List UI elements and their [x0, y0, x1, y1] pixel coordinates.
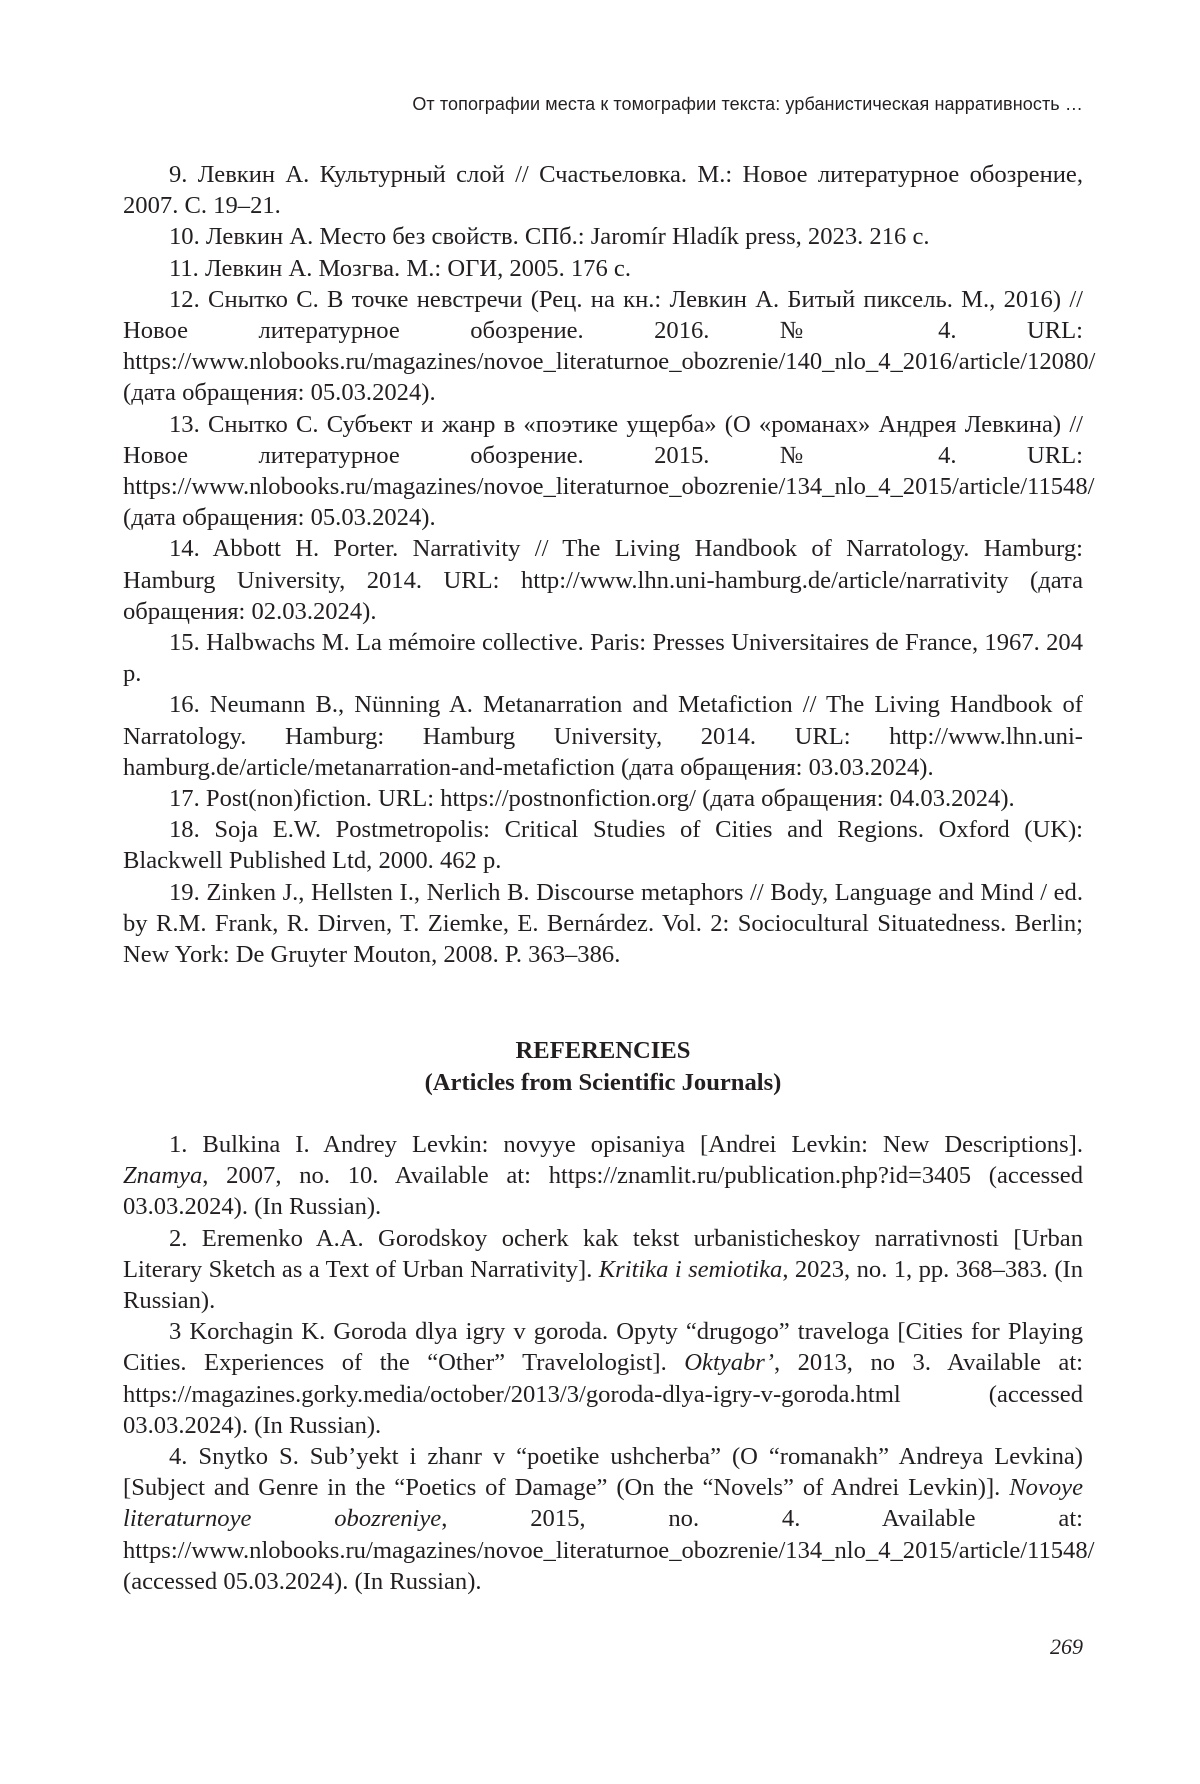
reference-item [123, 1441, 1083, 1597]
reference-text: 3 Korchagin K. Goroda dlya igry v goroda. Opyty “drugogo” traveloga [Cities for Playing Cities. Experiences of the “Other” Travelologist]. [123, 1318, 1083, 1376]
journal-title: Znamya [123, 1162, 202, 1189]
reference-item: 9. Левкин А. Культурный слой // Счастьеловка. М.: Новое литературное обозрение, 2007. С. 19–21. [123, 159, 1083, 221]
reference-item: 10. Левкин А. Место без свойств. СПб.: Jaromír Hladík press, 2023. 216 с. [123, 221, 1083, 252]
reference-text: 1. Bulkina I. Andrey Levkin: novyye opisaniya [Andrei Levkin: New Descriptions]. [169, 1131, 1083, 1158]
reference-text: , 2007, no. 10. Available at: https://znamlit.ru/publication.php?id=3405 (accessed 03.03.2024). (In Russian). [123, 1162, 1083, 1220]
journal-title: Novoye literaturnoye obozreniye [123, 1474, 1083, 1532]
page-number: 269 [1050, 1634, 1083, 1660]
reference-item: 14. Abbott H. Porter. Narrativity // The Living Handbook of Narratology. Hamburg: Hamburg University, 2014. URL: http://www.lhn.uni-hamburg.de/article/narrativity (дата обращения: 02.03.2024). [123, 533, 1083, 627]
reference-text: 2. Eremenko A.A. Gorodskoy ocherk kak tekst urbanisticheskoy narrativnosti [Urban Literary Sketch as a Text of Urban Narrativity]. [123, 1225, 1083, 1283]
reference-item: 19. Zinken J., Hellsten I., Nerlich B. Discourse metaphors // Body, Language and Mind / ed. by R.M. Frank, R. Dirven, T. Ziemke, E. Bernárdez. Vol. 2: Sociocultural Situatedness. Berlin; New York: De Gruyter Mouton, 2008. P. 363–386. [123, 877, 1083, 971]
reference-text: , 2015, no. 4. Available at: https://www.nlobooks.ru/magazines/novoe_literaturnoe_obozrenie/134_nlo_4_2015/article/11548/ (accessed 05.03.2024). (In Russian). [123, 1505, 1094, 1594]
reference-item: 11. Левкин А. Мозгва. М.: ОГИ, 2005. 176 с. [123, 253, 1083, 284]
section-heading [123, 1035, 1083, 1099]
section-subtitle: (Articles from Scientific Journals) [123, 1067, 1083, 1099]
reference-text: , 2013, no 3. Available at: https://magazines.gorky.media/october/2013/3/goroda-dlya-igry-v-goroda.html (accessed 03.03.2024). (In Russian). [123, 1349, 1083, 1438]
reference-item [123, 1129, 1083, 1223]
reference-item: 15. Halbwachs M. La mémoire collective. Paris: Presses Universitaires de France, 1967. 204 p. [123, 627, 1083, 689]
reference-item: 16. Neumann B., Nünning A. Metanarration and Metafiction // The Living Handbook of Narratology. Hamburg: Hamburg University, 2014. URL: http://www.lhn.uni-hamburg.de/article/metanarration-and-metafiction (дата обращения: 03.03.2024). [123, 689, 1083, 783]
section-title: REFERENCIES [123, 1035, 1083, 1067]
reference-item: 18. Soja E.W. Postmetropolis: Critical Studies of Cities and Regions. Oxford (UK): Blackwell Published Ltd, 2000. 462 p. [123, 814, 1083, 876]
running-header: От топографии места к томографии текста: урбанистическая нарративность … [412, 94, 1083, 115]
reference-item [123, 1223, 1083, 1317]
reference-item: 13. Снытко С. Субъект и жанр в «поэтике ущерба» (О «романах» Андрея Левкина) // Новое литературное обозрение. 2015. № 4. URL: https://www.nlobooks.ru/magazines/novoe_literaturnoe_obozrenie/134_nlo_4_2015/article/11548/ (дата обращения: 05.03.2024). [123, 409, 1083, 534]
journal-title: Oktyabr’ [684, 1349, 774, 1376]
references-list-english [123, 1129, 1083, 1597]
journal-page [123, 0, 1083, 1784]
reference-item: 12. Снытко С. В точке невстречи (Рец. на кн.: Левкин А. Битый пиксель. М., 2016) // Новое литературное обозрение. 2016. № 4. URL: https://www.nlobooks.ru/magazines/novoe_literaturnoe_obozrenie/140_nlo_4_2016/article/12080/ (дата обращения: 05.03.2024). [123, 284, 1083, 409]
reference-item: 17. Post(non)fiction. URL: https://postnonfiction.org/ (дата обращения: 04.03.2024). [123, 783, 1083, 814]
references-list-russian [123, 159, 1083, 970]
reference-item [123, 1316, 1083, 1441]
reference-text: 4. Snytko S. Sub’yekt i zhanr v “poetike ushcherba” (O “romanakh” Andreya Levkina) [Subject and Genre in the “Poetics of Damage” (On the “Novels” of Andrei Levkin)]. [123, 1443, 1083, 1501]
journal-title: Kritika i semiotika [599, 1256, 783, 1283]
reference-text: , 2023, no. 1, pp. 368–383. (In Russian). [123, 1256, 1083, 1314]
